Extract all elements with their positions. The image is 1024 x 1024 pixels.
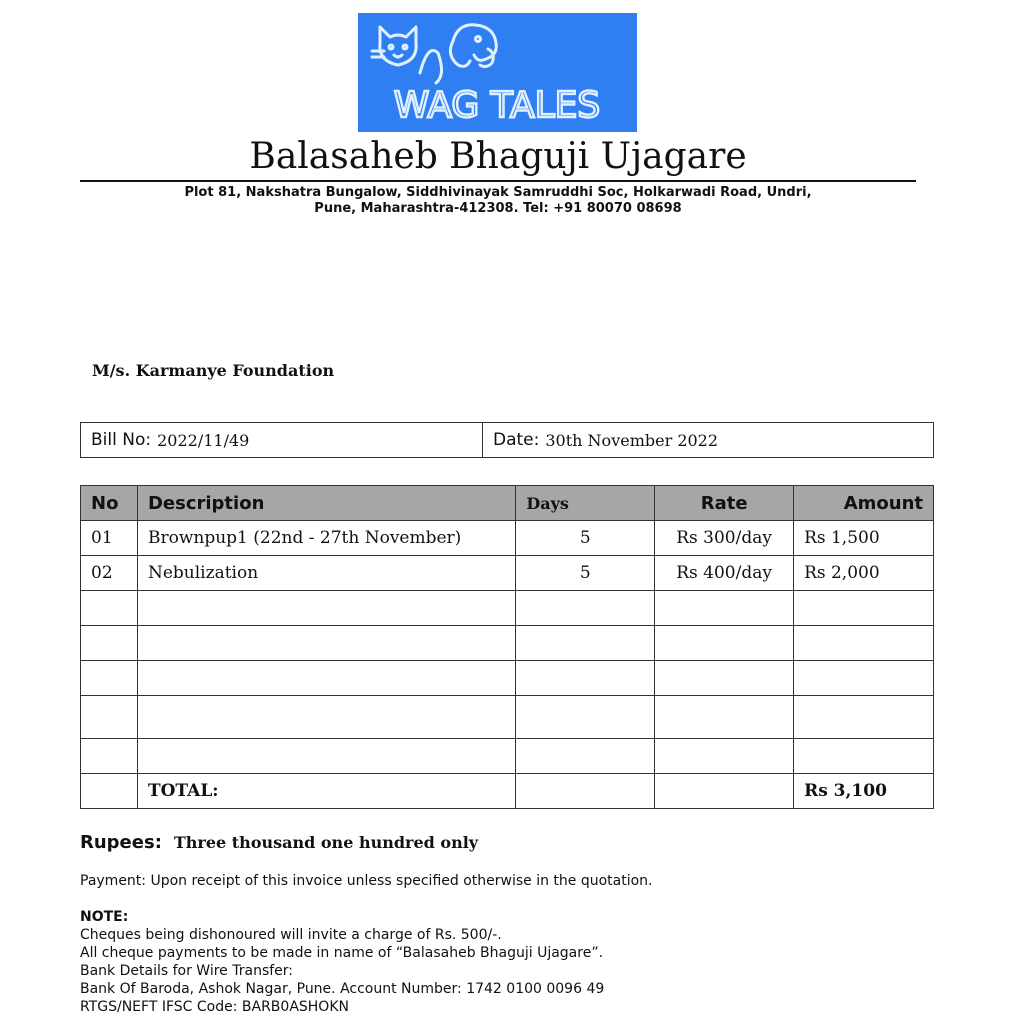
table-row	[81, 521, 934, 556]
empty-cell	[794, 661, 934, 696]
empty-row	[81, 626, 934, 661]
row-description: Brownpup1 (22nd - 27th November)	[137, 521, 515, 556]
empty-cell	[655, 739, 794, 774]
table-header-row	[81, 486, 934, 521]
bill-number-label: Bill No:	[91, 430, 152, 450]
note-section	[80, 908, 604, 1016]
empty-cell	[794, 591, 934, 626]
empty-cell	[81, 739, 138, 774]
amount-in-words	[80, 832, 478, 853]
empty-cell	[516, 696, 655, 739]
empty-cell	[81, 626, 138, 661]
note-line: Bank Details for Wire Transfer:	[80, 963, 294, 979]
empty-cell	[655, 626, 794, 661]
empty-cell	[516, 626, 655, 661]
client-name: M/s. Karmanye Foundation	[92, 361, 335, 380]
empty-cell	[81, 591, 138, 626]
total-value: Rs 3,100	[794, 774, 934, 809]
table-row	[81, 556, 934, 591]
row-rate: Rs 300/day	[655, 521, 794, 556]
bill-number	[81, 423, 483, 457]
empty-cell	[655, 696, 794, 739]
empty-cell	[81, 696, 138, 739]
empty-cell	[794, 739, 934, 774]
row-amount: Rs 2,000	[794, 556, 934, 591]
empty-row	[81, 591, 934, 626]
empty-cell	[655, 661, 794, 696]
row-days: 5	[516, 556, 655, 591]
empty-cell	[655, 774, 794, 809]
empty-row	[81, 661, 934, 696]
empty-cell	[137, 661, 515, 696]
row-no: 01	[81, 521, 138, 556]
payment-terms: Payment: Upon receipt of this invoice unless specified otherwise in the quotation.	[80, 873, 653, 889]
row-no: 02	[81, 556, 138, 591]
address-line-1: Plot 81, Nakshatra Bungalow, Siddhivinayak Samruddhi Soc, Holkarwadi Road, Undri,	[184, 185, 812, 200]
empty-row	[81, 739, 934, 774]
total-row	[81, 774, 934, 809]
empty-cell	[137, 696, 515, 739]
total-label: TOTAL:	[137, 774, 515, 809]
empty-cell	[137, 739, 515, 774]
row-days: 5	[516, 521, 655, 556]
empty-cell	[794, 626, 934, 661]
bill-date	[483, 423, 718, 457]
company-name: Balasaheb Bhaguji Ujagare	[249, 136, 747, 177]
empty-cell	[655, 591, 794, 626]
header-days: Days	[516, 486, 655, 521]
empty-cell	[137, 626, 515, 661]
bill-date-value: 30th November 2022	[545, 430, 719, 450]
wag-tales-logo	[358, 13, 637, 132]
row-amount: Rs 1,500	[794, 521, 934, 556]
note-line: Bank Of Baroda, Ashok Nagar, Pune. Account Number: 1742 0100 0096 49	[80, 981, 605, 997]
bill-info-box	[80, 422, 934, 458]
cat-and-dog-icon	[358, 13, 637, 132]
bill-date-label: Date:	[493, 430, 540, 450]
row-description: Nebulization	[137, 556, 515, 591]
note-line: All cheque payments to be made in name of “Balasaheb Bhaguji Ujagare”.	[80, 945, 604, 961]
empty-cell	[81, 661, 138, 696]
note-line: Cheques being dishonoured will invite a charge of Rs. 500/-.	[80, 927, 502, 943]
company-address	[80, 185, 916, 217]
rupees-label: Rupees:	[80, 832, 162, 853]
empty-row	[81, 696, 934, 739]
header-divider	[80, 180, 916, 182]
empty-cell	[81, 774, 138, 809]
empty-cell	[516, 661, 655, 696]
rupees-value: Three thousand one hundred only	[173, 833, 479, 852]
note-title: NOTE:	[80, 909, 129, 925]
bill-number-value: 2022/11/49	[157, 430, 250, 450]
empty-cell	[516, 739, 655, 774]
svg-text:WAG TALES: WAG TALES	[393, 85, 601, 126]
row-rate: Rs 400/day	[655, 556, 794, 591]
header-description: Description	[137, 486, 515, 521]
empty-cell	[516, 591, 655, 626]
address-line-2: Pune, Maharashtra-412308. Tel: +91 80070 08698	[314, 201, 682, 216]
empty-cell	[137, 591, 515, 626]
header-rate: Rate	[655, 486, 794, 521]
header-no: No	[81, 486, 138, 521]
empty-cell	[794, 696, 934, 739]
header-amount: Amount	[794, 486, 934, 521]
items-table	[80, 485, 934, 809]
empty-cell	[516, 774, 655, 809]
note-line: RTGS/NEFT IFSC Code: BARB0ASHOKN	[80, 999, 349, 1015]
